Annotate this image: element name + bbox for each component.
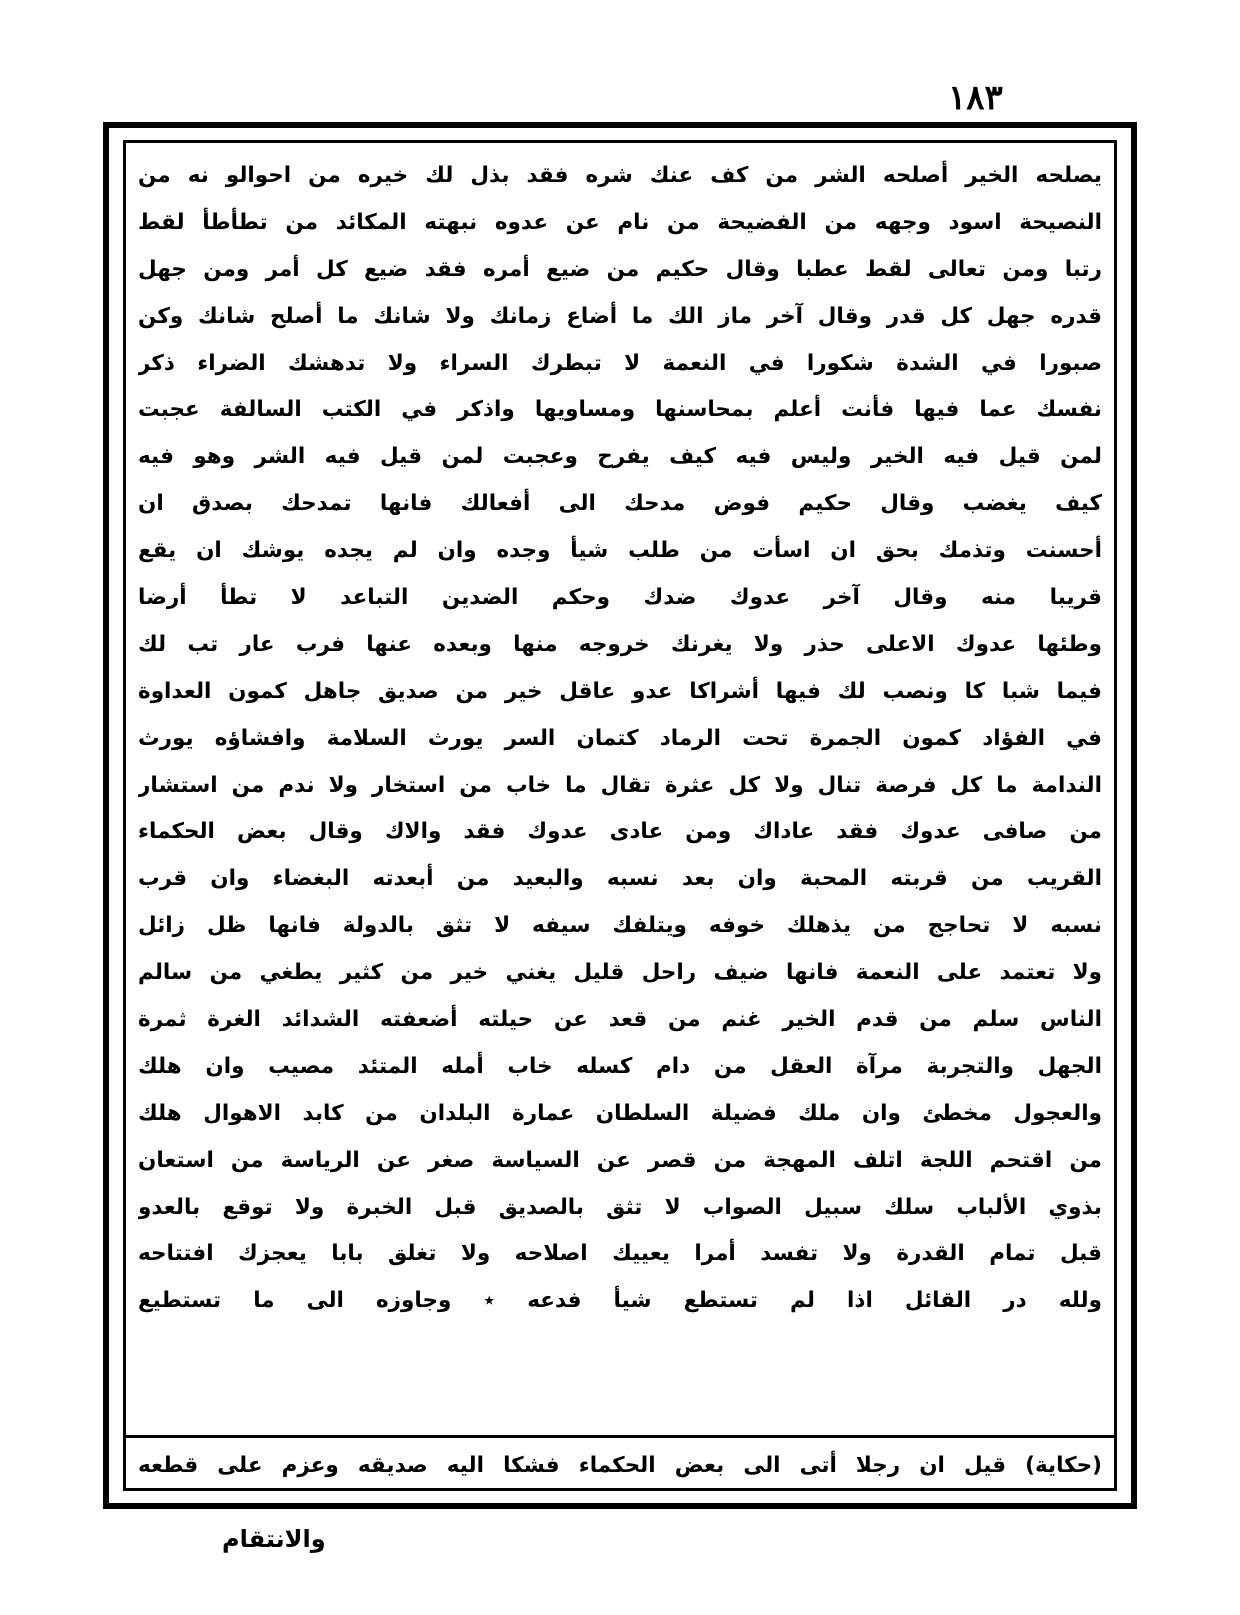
text-line: قدره جهل كل قدر وقال آخر ماز الك ما أضاع زمانك ولا شانك ما أصلح شانك وكن bbox=[138, 303, 1102, 329]
text-line: فيما شبا كا ونصب لك فيها أشراكا عدو عاقل خير من صديق جاهل كمون العداوة bbox=[138, 678, 1102, 704]
text-line: يصلحه الخير أصلحه الشر من كف عنك شره فقد بذل لك خيره من احوالو نه من bbox=[138, 163, 1102, 188]
page-frame bbox=[103, 122, 1137, 1509]
text-line: لمن قيل فيه الخير وليس فيه كيف يفرح وعجبت لمن قيل فيه الشر وهو فيه bbox=[138, 444, 1102, 470]
text-line: صبورا في الشدة شكورا في النعمة لا تبطرك السراء ولا تدهشك الضراء ذكر bbox=[138, 350, 1102, 376]
text-line: والعجول مخطئ وان ملك فضيلة السلطان عمارة البلدان من كابد الاهوال هلك bbox=[138, 1100, 1102, 1126]
text-line: ولا تعتمد على النعمة فانها ضيف راحل قليل يغني خير من كثير يطغي من سالم bbox=[138, 960, 1102, 986]
text-line: الندامة ما كل فرصة تنال ولا كل عثرة تقال ما خاب من استخار ولا ندم من استشار bbox=[138, 772, 1102, 798]
page-number: ١٨٣ bbox=[948, 78, 1003, 118]
text-line: القريب من قربته المحبة وان بعد نسبه والبعيد من أبعدته البغضاء وان قرب bbox=[138, 866, 1102, 892]
text-line: النصيحة اسود وجهه من الفضيحة من نام عن عدوه نبهته المكائد من تطأطأ لقط bbox=[138, 209, 1102, 235]
story-line: (حكاية) قيل ان رجلا أتى الى بعض الحكماء فشكا اليه صديقه وعزم على قطعه bbox=[138, 1453, 1102, 1478]
text-line: من اقتحم اللجة اتلف المهجة من قصر عن السياسة صغر عن الرياسة من استعان bbox=[138, 1147, 1102, 1173]
text-line: قريبا منه وقال آخر عدوك ضدك وحكم الضدين التباعد لا تطأ أرضا bbox=[138, 585, 1102, 611]
text-line: بذوي الألباب سلك سبيل الصواب لا تثق بالصديق قبل الخبرة ولا توقع بالعدو bbox=[138, 1194, 1102, 1220]
text-line: نسبه لا تحاجج من يذهلك خوفه ويتلفك سيفه لا تثق بالدولة فانها ظل زائل bbox=[138, 913, 1102, 939]
poem-line: ولله در القائل اذا لم تستطع شيأ فدعه ٭ وجاوزه الى ما تستطيع bbox=[138, 1288, 1102, 1314]
section-divider bbox=[126, 1435, 1114, 1438]
text-line: من صافى عدوك فقد عاداك ومن عادى عدوك فقد والاك وقال بعض الحكماء bbox=[138, 819, 1102, 845]
text-line: في الفؤاد كمون الجمرة تحت الرماد كتمان السر يورث السلامة وافشاؤه يورث bbox=[138, 725, 1102, 751]
text-line: الجهل والتجربة مرآة العقل من دام كسله خاب أمله المتئد مصيب وان هلك bbox=[138, 1053, 1102, 1079]
body-text bbox=[138, 153, 1102, 1433]
inner-frame bbox=[123, 140, 1117, 1491]
text-line: أحسنت وتذمك بحق ان اسأت من طلب شيأ وجده وان لم يجده يوشك ان يقع bbox=[138, 538, 1102, 564]
text-line: رتبا ومن تعالى لقط عطبا وقال حكيم من ضيع أمره فقد ضيع كل أمر ومن جهل bbox=[138, 256, 1102, 282]
text-line: كيف يغضب وقال حكيم فوض مدحك الى أفعالك فانها تمدحك بصدق ان bbox=[138, 491, 1102, 517]
text-line: الناس سلم من قدم الخير غنم من قعد عن حيلته أضعفته الشدائد الغرة ثمرة bbox=[138, 1007, 1102, 1033]
text-line: نفسك عما فيها فأنت أعلم بمحاسنها ومساويها واذكر في الكتب السالفة عجبت bbox=[138, 397, 1102, 423]
text-line: قبل تمام القدرة ولا تفسد أمرا يعييك اصلاحه ولا تغلق بابا يعجزك افتتاحه bbox=[138, 1241, 1102, 1267]
catchword: والانتقام bbox=[222, 1525, 326, 1553]
text-line: وطئها عدوك الاعلى حذر ولا يغرنك خروجه منها وبعده عنها فرب عار تب لك bbox=[138, 631, 1102, 657]
